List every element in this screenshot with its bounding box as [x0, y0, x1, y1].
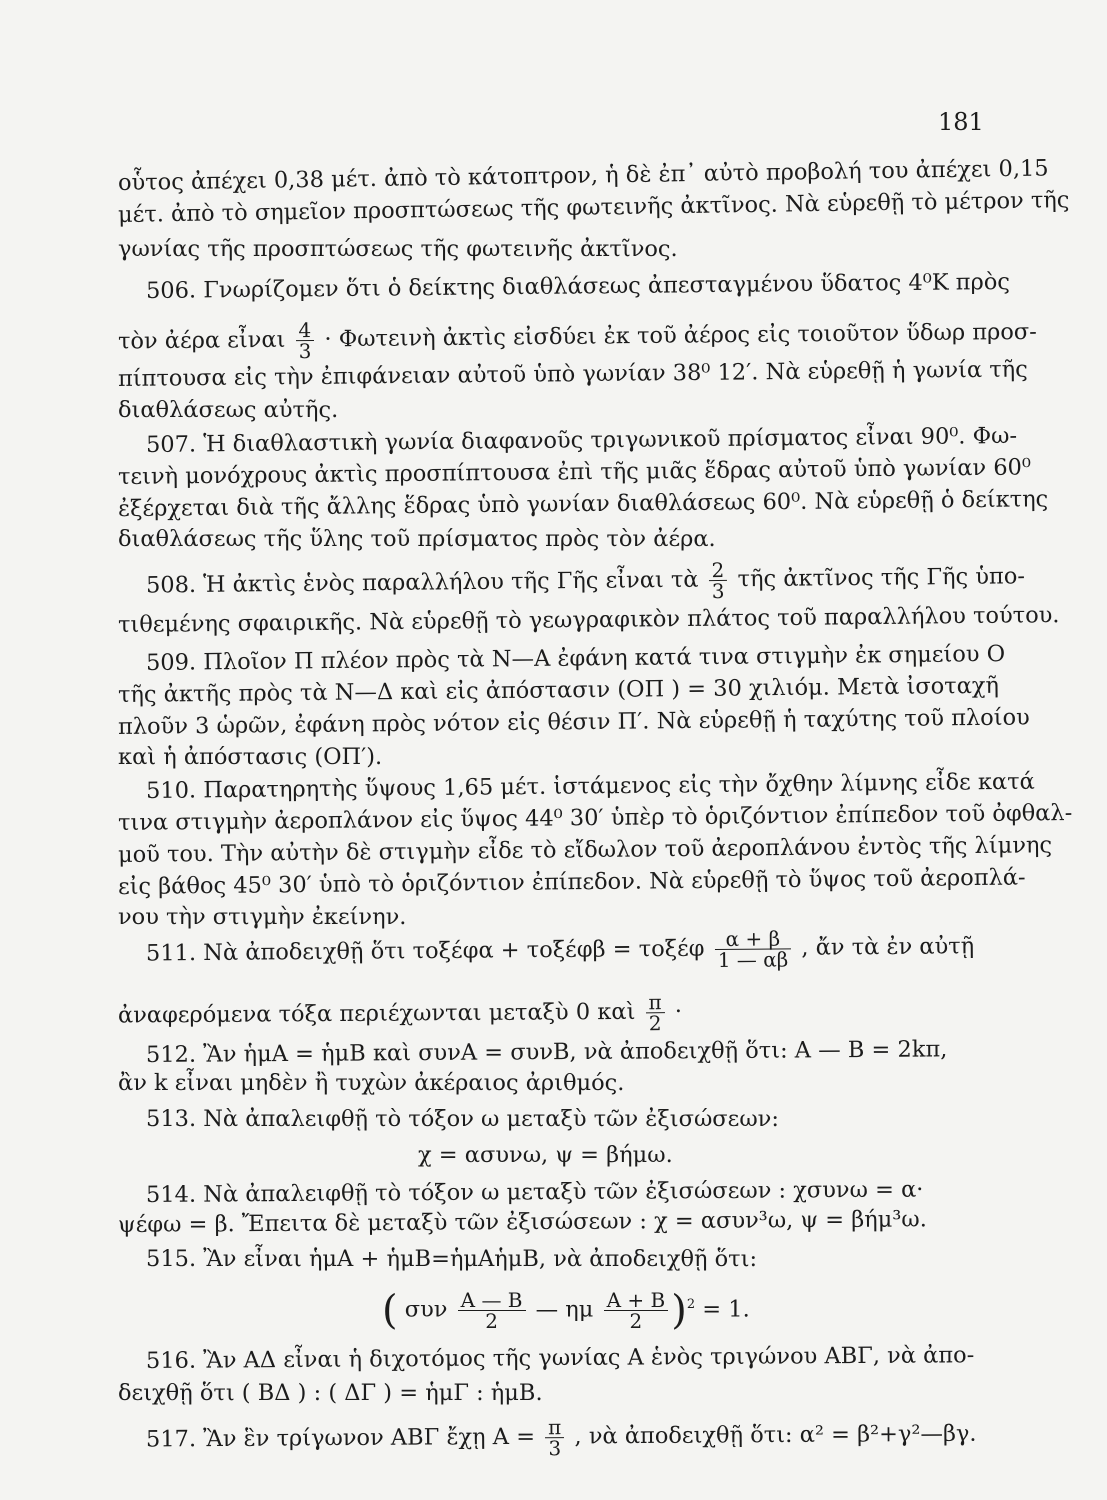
problem-515: 515. Ἂν εἶναι ἡμΑ + ἡμΒ=ἡμΑἡμΒ, νὰ ἀποδειχθῇ ὅτι:	[146, 1246, 758, 1272]
open-paren: (	[382, 1287, 398, 1334]
problem-511	[146, 926, 1014, 975]
fraction	[714, 926, 791, 973]
fraction-denominator: 2	[648, 1011, 662, 1036]
problem-510: 510. Παρατηρητὴς ὕψους 1,65 μέτ. ἱστάμενος εἰς τὴν ὄχθην λίμνης εἶδε κατά	[145, 768, 1035, 804]
text-line: ἂν k εἶναι μηδὲν ἢ τυχὼν ἀκέραιος ἀριθμός.	[118, 1070, 625, 1096]
text-line: ψέφω = β. Ἔπειτα δὲ μεταξὺ τῶν ἐξισώσεων : χ = ασυν³ω, ψ = βήμ³ω.	[117, 1206, 927, 1238]
problem-514: 514. Νὰ ἀπαλειφθῇ τὸ τόξον ω μεταξὺ τῶν ἐξισώσεων : χσυνω = α·	[145, 1176, 924, 1208]
fraction	[604, 1290, 669, 1331]
text-segment: · Φωτεινὴ ἀκτὶς εἰσδύει ἐκ τοῦ ἀέρος εἰς τοιοῦτον ὕδωρ προσ-	[324, 318, 1037, 353]
text-segment: 517. Ἂν ἓν τρίγωνον ΑΒΓ ἔχῃ Α =	[145, 1423, 536, 1453]
text-segment: 511. Νὰ ἀποδειχθῇ ὅτι τοξέφα + τοξέφβ = τοξέφ	[145, 935, 705, 967]
text-line: γωνίας τῆς προσπτώσεως τῆς φωτεινῆς ἀκτῖνος.	[118, 236, 678, 262]
fraction-numerator: π	[645, 992, 664, 1013]
text-line: πλοῦν 3 ὡρῶν, ἐφάνη πρὸς νότον εἰς θέσιν Π′. Νὰ εὑρεθῇ ἡ ταχύτης τοῦ πλοίου	[117, 704, 1030, 740]
fraction-numerator: π	[545, 1417, 564, 1438]
fraction	[709, 557, 728, 604]
text-line: μοῦ του. Τὴν αὐτὴν δὲ στιγμὴν εἶδε τὸ εἴδωλον τοῦ ἀεροπλάνου ἐντὸς τῆς λίμνης	[117, 832, 1053, 868]
text-segment: τὸν ἀέρα εἶναι	[117, 326, 286, 355]
text-line: πίπτουσα εἰς τὴν ἐπιφάνειαν αὐτοῦ ὑπὸ γωνίαν 38⁰ 12′. Νὰ εὑρεθῇ ἡ γωνία τῆς	[117, 356, 1028, 392]
text-line: διαθλάσεως τῆς ὕλης τοῦ πρίσματος πρὸς τὸν ἀέρα.	[118, 526, 716, 552]
fraction-denominator: 3	[548, 1436, 562, 1461]
fraction-denominator: 2	[485, 1309, 498, 1333]
text-line: διαθλάσεως αὐτῆς.	[118, 397, 339, 423]
text-segment: ·	[674, 998, 683, 1025]
text-line: νου τὴν στιγμὴν ἐκείνην.	[118, 904, 407, 930]
fraction-numerator: Α — Β	[458, 1290, 526, 1311]
text-line: τῆς ἀκτῆς πρὸς τὰ Ν—Δ καὶ εἰς ἀπόστασιν (ΟΠ ) = 30 χιλιόμ. Μετὰ ἰσοταχῆ	[117, 672, 1000, 708]
text-segment: , ἄν τὰ ἐν αὐτῇ	[801, 933, 975, 961]
fraction-numerator: 2	[709, 560, 728, 581]
problem-507: 507. Ἡ διαθλαστικὴ γωνία διαφανοῦς τριγωνικοῦ πρίσματος εἶναι 90⁰. Φω-	[145, 422, 1018, 458]
exponent: 2	[686, 1297, 696, 1312]
problem-517	[146, 1414, 1014, 1461]
fraction-denominator: 2	[629, 1309, 643, 1333]
problem-509: 509. Πλοῖον Π πλέον πρὸς τὰ Ν—Α ἐφάνη κατά τινα στιγμὴν ἐκ σημείου Ο	[145, 641, 1006, 676]
equation	[382, 1287, 782, 1334]
text-segment: = 1.	[702, 1296, 750, 1323]
text-line: τεινὴ μονόχρους ἀκτὶς προσπίπτουσα ἐπὶ τῆς μιᾶς ἕδρας αὐτοῦ ὑπὸ γωνίαν 60⁰	[117, 454, 1032, 490]
text-line	[118, 990, 986, 1037]
text-segment: , νὰ ἀποδειχθῇ ὅτι: α² = β²+γ²—βγ.	[574, 1420, 977, 1450]
text-segment: — ημ	[535, 1296, 594, 1323]
fraction-numerator: 4	[295, 320, 314, 341]
text-line: μέτ. ἀπὸ τὸ σημεῖον προσπτώσεως τῆς φωτεινῆς ἀκτῖνος. Νὰ εὑρεθῇ τὸ μέτρον τῆς	[117, 187, 1070, 228]
fraction-denominator: 3	[711, 578, 725, 604]
text-segment: ἀναφερόμενα τόξα περιέχωνται μεταξὺ 0 καὶ	[117, 998, 636, 1029]
text-segment: 508. Ἡ ἀκτὶς ἑνὸς παραλλήλου τῆς Γῆς εἶναι τὰ	[145, 566, 699, 599]
page-number: 181	[938, 108, 984, 136]
close-paren: )	[671, 1287, 687, 1334]
text-segment: τῆς ἀκτῖνος τῆς Γῆς ὑπο-	[737, 563, 1026, 593]
fraction-numerator: α + β	[714, 928, 791, 950]
fraction	[458, 1290, 526, 1331]
fraction-denominator: 3	[298, 338, 312, 364]
text-segment: συν	[404, 1296, 448, 1323]
fraction-denominator: 1 — αβ	[717, 947, 789, 973]
problem-508	[145, 557, 1026, 607]
problem-512: 512. Ἂν ἡμΑ = ἡμΒ καὶ συνΑ = συνΒ, νὰ ἀποδειχθῇ ὅτι: Α — Β = 2kπ,	[145, 1036, 948, 1068]
equation: χ = ασυνω, ψ = βήμω.	[418, 1142, 673, 1168]
text-line: καὶ ἡ ἀπόστασις (ΟΠ′).	[118, 744, 383, 770]
text-line: ἐξέρχεται διὰ τῆς ἄλλης ἕδρας ὑπὸ γωνίαν διαθλάσεως 60⁰. Νὰ εὑρεθῇ ὁ δείκτης	[117, 486, 1049, 522]
fraction-numerator: Α + Β	[604, 1290, 669, 1311]
text-line: εἰς βάθος 45⁰ 30′ ὑπὸ τὸ ὁριζόντιον ἐπίπεδον. Νὰ εὑρεθῇ τὸ ὕψος τοῦ ἀεροπλά-	[117, 864, 1026, 900]
problem-506: 506. Γνωρίζομεν ὅτι ὁ δείκτης διαθλάσεως ἀπεσταγμένου ὕδατος 4⁰Κ πρὸς	[145, 268, 1011, 304]
fraction	[295, 317, 314, 364]
text-line: τινα στιγμὴν ἀεροπλάνον εἰς ὕψος 44⁰ 30′ ὑπὲρ τὸ ὁριζόντιον ἐπίπεδον τοῦ ὀφθαλ-	[117, 800, 1073, 836]
problem-516: 516. Ἂν ΑΔ εἶναι ἡ διχοτόμος τῆς γωνίας Α ἑνὸς τριγώνου ΑΒΓ, νὰ ἀπο-	[145, 1342, 975, 1374]
fraction	[545, 1415, 564, 1461]
problem-513: 513. Νὰ ἀπαλειφθῇ τὸ τόξον ω μεταξὺ τῶν ἐξισώσεων:	[146, 1106, 779, 1132]
fraction	[645, 990, 664, 1036]
text-line: δειχθῇ ὅτι ( ΒΔ ) : ( ΔΓ ) = ἡμΓ : ἡμΒ.	[118, 1380, 543, 1406]
text-line: οὗτος ἀπέχει 0,38 μέτ. ἀπὸ τὸ κάτοπτρον, ἡ δὲ ἐπ᾽ αὐτὸ προβολή του ἀπέχει 0,15	[117, 155, 1049, 196]
text-line: τιθεμένης σφαιρικῆς. Νὰ εὑρεθῇ τὸ γεωγραφικὸν πλάτος τοῦ παραλλήλου τούτου.	[117, 602, 1060, 638]
